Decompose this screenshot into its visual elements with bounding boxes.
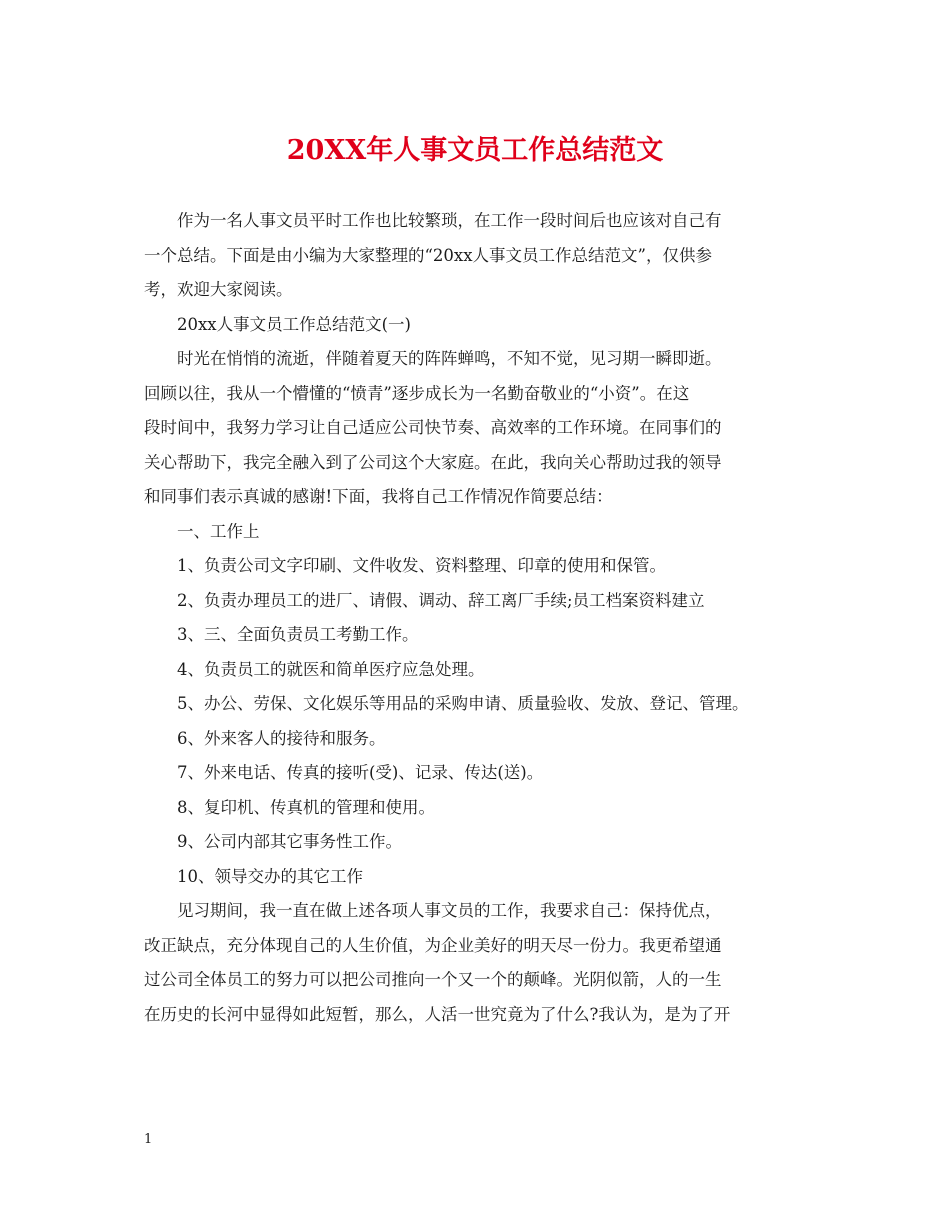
text-line: 一、工作上 [177,521,260,541]
text-line: 3、三、全面负责员工考勤工作。 [177,625,419,644]
text-line: 过公司全体员工的努力可以把公司推向一个又一个的颠峰。光阴似箭，人的一生 [144,970,722,989]
text-line: 改正缺点，充分体现自己的人生价值，为企业美好的明天尽一份力。我更希望通 [144,935,722,955]
document-body [144,204,824,1032]
text-line: 2、负责办理员工的进厂、请假、调动、辞工离厂手续;员工档案资料建立 [177,590,705,610]
text-line: 时光在悄悄的流逝，伴随着夏天的阵阵蝉鸣，不知不觉，见习期一瞬即逝。 [177,349,722,368]
text-line: 6、外来客人的接待和服务。 [177,728,386,748]
text-line: 4、负责员工的就医和简单医疗应急处理。 [177,659,485,679]
text-line: 1、负责公司文字印刷、文件收发、资料整理、印章的使用和保管。 [177,556,666,575]
text-line: 回顾以往，我从一个懵懂的“愤青”逐步成长为一名勤奋敬业的“小资”。在这 [144,383,690,403]
text-line: 20xx人事文员工作总结范文(一) [177,314,411,334]
text-line: 作为一名人事文员平时工作也比较繁琐，在工作一段时间后也应该对自己有 [177,211,722,230]
document-title: 20XX年人事文员工作总结范文 [286,135,664,166]
text-line: 段时间中，我努力学习让自己适应公司快节奏、高效率的工作环境。在同事们的 [144,418,722,437]
text-line: 考，欢迎大家阅读。 [144,280,293,299]
page-number: 1 [144,1132,153,1147]
text-line: 5、办公、劳保、文化娱乐等用品的采购申请、质量验收、发放、登记、管理。 [177,694,749,713]
text-line: 8、复印机、传真机的管理和使用。 [177,797,435,817]
text-line: 10、领导交办的其它工作 [177,866,363,886]
text-line: 7、外来电话、传真的接听(受)、记录、传达(送)。 [177,763,544,782]
text-line: 在历史的长河中显得如此短暂，那么，人活一世究竟为了什么?我认为，是为了开 [144,1004,731,1024]
text-line: 关心帮助下，我完全融入到了公司这个大家庭。在此，我向关心帮助过我的领导 [144,452,722,472]
text-line: 见习期间，我一直在做上述各项人事文员的工作，我要求自己：保持优点， [177,901,722,920]
text-line: 和同事们表示真诚的感谢!下面，我将自己工作情况作简要总结： [144,487,613,506]
text-line: 一个总结。下面是由小编为大家整理的“20xx人事文员工作总结范文”，仅供参 [144,245,712,265]
text-line: 9、公司内部其它事务性工作。 [177,832,402,851]
